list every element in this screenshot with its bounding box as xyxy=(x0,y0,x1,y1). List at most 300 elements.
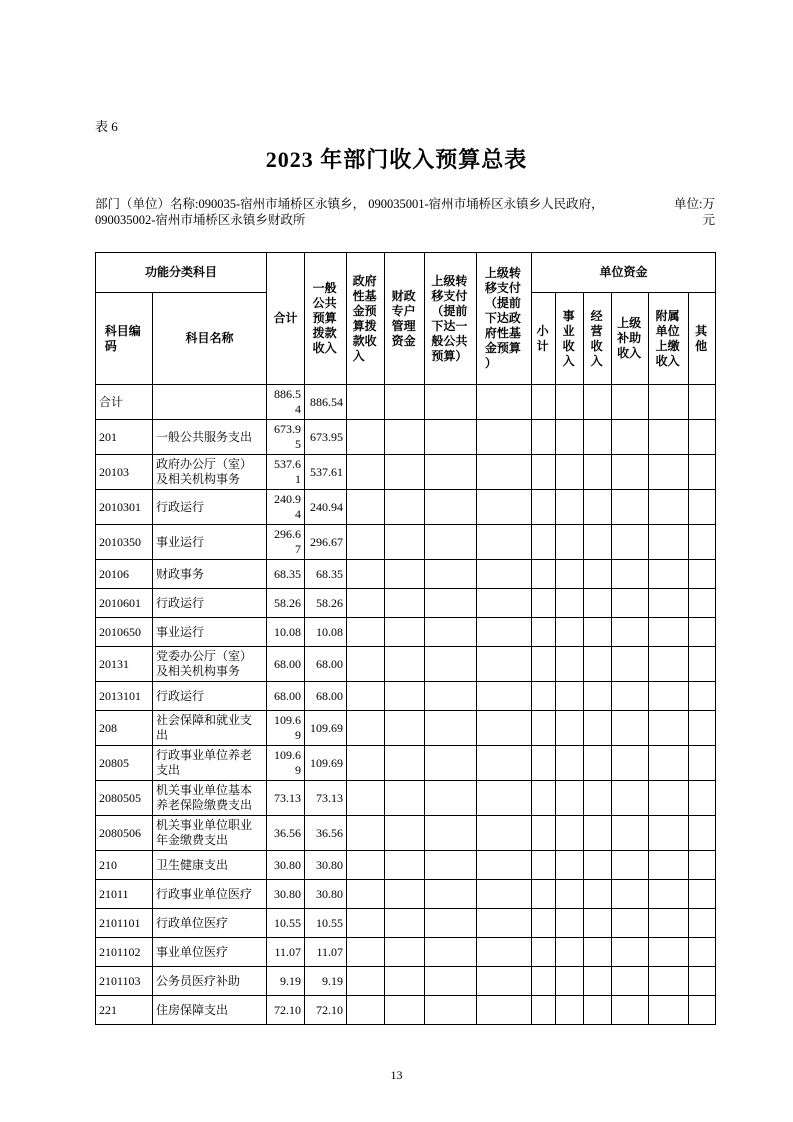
cell-code: 210 xyxy=(96,851,153,880)
cell-other xyxy=(689,880,716,909)
header-function-category: 功能分类科目 xyxy=(96,253,267,293)
meta-row xyxy=(95,196,715,229)
cell-transfer-general xyxy=(425,967,477,996)
cell-other xyxy=(689,682,716,711)
cell-code: 21011 xyxy=(96,880,153,909)
cell-affiliated-unit-income xyxy=(649,682,689,711)
cell-total: 10.55 xyxy=(267,909,305,938)
cell-superior-subsidy-income xyxy=(612,851,649,880)
cell-name: 行政运行 xyxy=(153,589,267,618)
cell-transfer-general xyxy=(425,420,477,455)
cell-fiscal-special-account xyxy=(385,746,425,781)
cell-transfer-general xyxy=(425,996,477,1025)
header-other xyxy=(689,293,716,385)
cell-affiliated-unit-income xyxy=(649,618,689,647)
cell-name: 事业运行 xyxy=(153,618,267,647)
cell-transfer-gov-fund xyxy=(477,816,532,851)
table-row xyxy=(96,420,716,455)
cell-subtotal xyxy=(532,525,556,560)
cell-total: 68.00 xyxy=(267,682,305,711)
cell-superior-subsidy-income xyxy=(612,711,649,746)
cell-code: 2101102 xyxy=(96,938,153,967)
cell-affiliated-unit-income xyxy=(649,490,689,525)
cell-business-income xyxy=(556,967,584,996)
cell-other xyxy=(689,420,716,455)
cell-fiscal-special-account xyxy=(385,909,425,938)
cell-affiliated-unit-income xyxy=(649,589,689,618)
cell-name: 行政运行 xyxy=(153,490,267,525)
table-row xyxy=(96,525,716,560)
cell-superior-subsidy-income xyxy=(612,967,649,996)
cell-superior-subsidy-income xyxy=(612,385,649,420)
cell-other xyxy=(689,851,716,880)
cell-business-income xyxy=(556,711,584,746)
cell-other xyxy=(689,560,716,589)
cell-other xyxy=(689,967,716,996)
cell-transfer-general xyxy=(425,455,477,490)
cell-other xyxy=(689,490,716,525)
cell-other xyxy=(689,525,716,560)
cell-affiliated-unit-income xyxy=(649,455,689,490)
cell-name: 行政运行 xyxy=(153,682,267,711)
cell-code: 221 xyxy=(96,996,153,1025)
cell-general-public-budget: 109.69 xyxy=(305,746,347,781)
cell-name: 行政事业单位养老支出 xyxy=(153,746,267,781)
cell-transfer-general xyxy=(425,647,477,682)
cell-code: 201 xyxy=(96,420,153,455)
cell-subtotal xyxy=(532,967,556,996)
cell-affiliated-unit-income xyxy=(649,781,689,816)
cell-other xyxy=(689,647,716,682)
cell-superior-subsidy-income xyxy=(612,647,649,682)
cell-gov-fund-budget xyxy=(347,618,385,647)
cell-fiscal-special-account xyxy=(385,525,425,560)
table-row xyxy=(96,816,716,851)
table-row xyxy=(96,967,716,996)
cell-code: 2010350 xyxy=(96,525,153,560)
cell-name: 财政事务 xyxy=(153,560,267,589)
cell-business-income xyxy=(556,420,584,455)
cell-business-income xyxy=(556,589,584,618)
table-row xyxy=(96,490,716,525)
cell-total: 30.80 xyxy=(267,880,305,909)
cell-other xyxy=(689,455,716,490)
cell-general-public-budget: 58.26 xyxy=(305,589,347,618)
cell-transfer-general xyxy=(425,851,477,880)
cell-gov-fund-budget xyxy=(347,938,385,967)
cell-superior-subsidy-income xyxy=(612,490,649,525)
cell-transfer-general xyxy=(425,589,477,618)
cell-transfer-gov-fund xyxy=(477,967,532,996)
cell-gov-fund-budget xyxy=(347,746,385,781)
cell-transfer-gov-fund xyxy=(477,560,532,589)
cell-general-public-budget: 9.19 xyxy=(305,967,347,996)
header-subtotal-label: 小计 xyxy=(536,323,549,353)
cell-other xyxy=(689,909,716,938)
cell-general-public-budget: 673.95 xyxy=(305,420,347,455)
cell-gov-fund-budget xyxy=(347,682,385,711)
cell-name: 住房保障支出 xyxy=(153,996,267,1025)
cell-transfer-gov-fund xyxy=(477,711,532,746)
cell-code: 2010601 xyxy=(96,589,153,618)
header-business-income xyxy=(556,293,584,385)
cell-other xyxy=(689,781,716,816)
cell-gov-fund-budget xyxy=(347,560,385,589)
cell-general-public-budget: 72.10 xyxy=(305,996,347,1025)
cell-general-public-budget: 36.56 xyxy=(305,816,347,851)
cell-transfer-gov-fund xyxy=(477,647,532,682)
cell-subtotal xyxy=(532,589,556,618)
cell-other xyxy=(689,996,716,1025)
cell-total: 109.69 xyxy=(267,746,305,781)
cell-fiscal-special-account xyxy=(385,618,425,647)
cell-affiliated-unit-income xyxy=(649,711,689,746)
cell-business-income xyxy=(556,746,584,781)
cell-general-public-budget: 109.69 xyxy=(305,711,347,746)
cell-operating-income xyxy=(584,560,612,589)
header-gov-fund-budget-label: 政府性基金预算拨款收入 xyxy=(352,273,377,363)
header-transfer-general-label: 上级转移支付（提前下达一般公共预算） xyxy=(431,273,468,363)
header-general-public-budget xyxy=(305,253,347,385)
cell-transfer-gov-fund xyxy=(477,589,532,618)
cell-operating-income xyxy=(584,938,612,967)
cell-total: 109.69 xyxy=(267,711,305,746)
header-other-label: 其他 xyxy=(695,323,708,353)
cell-business-income xyxy=(556,682,584,711)
cell-superior-subsidy-income xyxy=(612,455,649,490)
cell-subtotal xyxy=(532,647,556,682)
header-transfer-gov-fund xyxy=(477,253,532,385)
cell-total: 537.61 xyxy=(267,455,305,490)
cell-business-income xyxy=(556,618,584,647)
cell-subtotal xyxy=(532,711,556,746)
cell-operating-income xyxy=(584,618,612,647)
cell-transfer-general xyxy=(425,781,477,816)
cell-operating-income xyxy=(584,967,612,996)
header-affiliated-unit-income xyxy=(649,293,689,385)
header-superior-subsidy-income xyxy=(612,293,649,385)
cell-superior-subsidy-income xyxy=(612,560,649,589)
cell-fiscal-special-account xyxy=(385,816,425,851)
header-subject-code-label: 科目编码 xyxy=(104,323,141,353)
cell-gov-fund-budget xyxy=(347,816,385,851)
cell-business-income xyxy=(556,781,584,816)
cell-general-public-budget: 10.55 xyxy=(305,909,347,938)
header-subtotal xyxy=(532,293,556,385)
cell-affiliated-unit-income xyxy=(649,909,689,938)
cell-affiliated-unit-income xyxy=(649,996,689,1025)
cell-code: 2101101 xyxy=(96,909,153,938)
cell-general-public-budget: 30.80 xyxy=(305,851,347,880)
cell-gov-fund-budget xyxy=(347,420,385,455)
cell-transfer-general xyxy=(425,909,477,938)
cell-other xyxy=(689,711,716,746)
cell-fiscal-special-account xyxy=(385,996,425,1025)
cell-gov-fund-budget xyxy=(347,967,385,996)
cell-other xyxy=(689,746,716,781)
cell-subtotal xyxy=(532,938,556,967)
cell-gov-fund-budget xyxy=(347,996,385,1025)
cell-operating-income xyxy=(584,816,612,851)
cell-fiscal-special-account xyxy=(385,711,425,746)
cell-name: 事业运行 xyxy=(153,525,267,560)
cell-general-public-budget: 11.07 xyxy=(305,938,347,967)
cell-gov-fund-budget xyxy=(347,385,385,420)
cell-superior-subsidy-income xyxy=(612,781,649,816)
header-gov-fund-budget xyxy=(347,253,385,385)
cell-code: 2010650 xyxy=(96,618,153,647)
table-row xyxy=(96,938,716,967)
table-row xyxy=(96,996,716,1025)
cell-transfer-general xyxy=(425,560,477,589)
header-superior-subsidy-income-label: 上级补助收入 xyxy=(617,316,642,360)
cell-fiscal-special-account xyxy=(385,851,425,880)
cell-business-income xyxy=(556,851,584,880)
cell-code: 2010301 xyxy=(96,490,153,525)
cell-code: 20106 xyxy=(96,560,153,589)
header-operating-income-label: 经营收入 xyxy=(590,308,603,368)
cell-business-income xyxy=(556,909,584,938)
header-subject-code xyxy=(96,293,153,385)
cell-name: 一般公共服务支出 xyxy=(153,420,267,455)
cell-general-public-budget: 68.00 xyxy=(305,647,347,682)
table-body xyxy=(96,385,716,1025)
header-total: 合计 xyxy=(267,253,305,385)
cell-operating-income xyxy=(584,420,612,455)
cell-superior-subsidy-income xyxy=(612,938,649,967)
cell-fiscal-special-account xyxy=(385,455,425,490)
cell-transfer-gov-fund xyxy=(477,880,532,909)
cell-transfer-general xyxy=(425,385,477,420)
cell-operating-income xyxy=(584,880,612,909)
cell-affiliated-unit-income xyxy=(649,880,689,909)
header-general-public-budget-label: 一般公共预算拨款收入 xyxy=(312,281,337,355)
cell-code: 合计 xyxy=(96,385,153,420)
table-row xyxy=(96,618,716,647)
cell-total: 296.67 xyxy=(267,525,305,560)
cell-subtotal xyxy=(532,385,556,420)
cell-gov-fund-budget xyxy=(347,589,385,618)
cell-code: 20131 xyxy=(96,647,153,682)
cell-subtotal xyxy=(532,618,556,647)
cell-business-income xyxy=(556,525,584,560)
cell-operating-income xyxy=(584,455,612,490)
header-transfer-gov-fund-label: 上级转移支付（提前下达政府性基金预算） xyxy=(484,266,521,370)
cell-gov-fund-budget xyxy=(347,851,385,880)
cell-name: 事业单位医疗 xyxy=(153,938,267,967)
cell-code: 2101103 xyxy=(96,967,153,996)
cell-name: 政府办公厅（室）及相关机构事务 xyxy=(153,455,267,490)
header-operating-income xyxy=(584,293,612,385)
table-row xyxy=(96,909,716,938)
cell-code: 208 xyxy=(96,711,153,746)
cell-fiscal-special-account xyxy=(385,880,425,909)
cell-total: 673.95 xyxy=(267,420,305,455)
cell-business-income xyxy=(556,938,584,967)
cell-business-income xyxy=(556,455,584,490)
cell-name: 机关事业单位基本养老保险缴费支出 xyxy=(153,781,267,816)
header-unit-funds: 单位资金 xyxy=(532,253,716,293)
table-row xyxy=(96,385,716,420)
cell-general-public-budget: 68.35 xyxy=(305,560,347,589)
cell-general-public-budget: 296.67 xyxy=(305,525,347,560)
cell-transfer-gov-fund xyxy=(477,682,532,711)
cell-general-public-budget: 886.54 xyxy=(305,385,347,420)
cell-transfer-general xyxy=(425,816,477,851)
cell-other xyxy=(689,618,716,647)
cell-other xyxy=(689,816,716,851)
table-row xyxy=(96,746,716,781)
cell-subtotal xyxy=(532,851,556,880)
cell-name: 机关事业单位职业年金缴费支出 xyxy=(153,816,267,851)
cell-superior-subsidy-income xyxy=(612,525,649,560)
cell-transfer-general xyxy=(425,490,477,525)
cell-name: 行政事业单位医疗 xyxy=(153,880,267,909)
header-fiscal-special-account-label: 财政专户管理资金 xyxy=(391,288,416,348)
cell-gov-fund-budget xyxy=(347,647,385,682)
cell-name: 党委办公厅（室）及相关机构事务 xyxy=(153,647,267,682)
cell-code: 20805 xyxy=(96,746,153,781)
cell-fiscal-special-account xyxy=(385,589,425,618)
cell-transfer-gov-fund xyxy=(477,455,532,490)
cell-operating-income xyxy=(584,490,612,525)
cell-transfer-gov-fund xyxy=(477,996,532,1025)
cell-total: 240.94 xyxy=(267,490,305,525)
cell-transfer-gov-fund xyxy=(477,938,532,967)
cell-subtotal xyxy=(532,490,556,525)
cell-affiliated-unit-income xyxy=(649,851,689,880)
cell-fiscal-special-account xyxy=(385,938,425,967)
cell-affiliated-unit-income xyxy=(649,816,689,851)
cell-superior-subsidy-income xyxy=(612,420,649,455)
cell-subtotal xyxy=(532,909,556,938)
cell-affiliated-unit-income xyxy=(649,647,689,682)
cell-subtotal xyxy=(532,455,556,490)
table-row xyxy=(96,781,716,816)
cell-transfer-general xyxy=(425,525,477,560)
cell-subtotal xyxy=(532,746,556,781)
cell-operating-income xyxy=(584,851,612,880)
cell-business-income xyxy=(556,560,584,589)
cell-other xyxy=(689,385,716,420)
cell-fiscal-special-account xyxy=(385,420,425,455)
cell-affiliated-unit-income xyxy=(649,560,689,589)
cell-general-public-budget: 73.13 xyxy=(305,781,347,816)
cell-transfer-general xyxy=(425,938,477,967)
cell-code: 20103 xyxy=(96,455,153,490)
cell-transfer-general xyxy=(425,682,477,711)
cell-transfer-gov-fund xyxy=(477,746,532,781)
cell-gov-fund-budget xyxy=(347,490,385,525)
table-row xyxy=(96,455,716,490)
table-row xyxy=(96,880,716,909)
cell-total: 9.19 xyxy=(267,967,305,996)
cell-affiliated-unit-income xyxy=(649,746,689,781)
page-number: 13 xyxy=(390,1068,403,1082)
cell-fiscal-special-account xyxy=(385,967,425,996)
cell-name: 公务员医疗补助 xyxy=(153,967,267,996)
cell-superior-subsidy-income xyxy=(612,880,649,909)
cell-operating-income xyxy=(584,909,612,938)
cell-name: 行政单位医疗 xyxy=(153,909,267,938)
cell-subtotal xyxy=(532,420,556,455)
budget-table xyxy=(95,252,716,1025)
cell-business-income xyxy=(556,647,584,682)
table-number-label: 表 6 xyxy=(95,119,118,134)
cell-superior-subsidy-income xyxy=(612,816,649,851)
cell-business-income xyxy=(556,816,584,851)
cell-superior-subsidy-income xyxy=(612,589,649,618)
cell-total: 11.07 xyxy=(267,938,305,967)
cell-superior-subsidy-income xyxy=(612,682,649,711)
cell-code: 2013101 xyxy=(96,682,153,711)
cell-total: 36.56 xyxy=(267,816,305,851)
cell-fiscal-special-account xyxy=(385,560,425,589)
cell-affiliated-unit-income xyxy=(649,385,689,420)
cell-gov-fund-budget xyxy=(347,455,385,490)
cell-transfer-gov-fund xyxy=(477,851,532,880)
cell-operating-income xyxy=(584,385,612,420)
cell-operating-income xyxy=(584,525,612,560)
cell-fiscal-special-account xyxy=(385,647,425,682)
unit-label: 单位:万元 xyxy=(674,197,715,228)
cell-affiliated-unit-income xyxy=(649,938,689,967)
cell-operating-income xyxy=(584,746,612,781)
cell-transfer-gov-fund xyxy=(477,781,532,816)
cell-subtotal xyxy=(532,996,556,1025)
cell-superior-subsidy-income xyxy=(612,909,649,938)
cell-code: 2080505 xyxy=(96,781,153,816)
cell-transfer-general xyxy=(425,746,477,781)
cell-other xyxy=(689,589,716,618)
cell-transfer-general xyxy=(425,711,477,746)
cell-total: 72.10 xyxy=(267,996,305,1025)
cell-fiscal-special-account xyxy=(385,781,425,816)
cell-fiscal-special-account xyxy=(385,490,425,525)
cell-operating-income xyxy=(584,711,612,746)
table-row xyxy=(96,647,716,682)
cell-transfer-gov-fund xyxy=(477,385,532,420)
cell-subtotal xyxy=(532,880,556,909)
cell-transfer-gov-fund xyxy=(477,618,532,647)
cell-name: 社会保障和就业支出 xyxy=(153,711,267,746)
table-row xyxy=(96,589,716,618)
cell-total: 73.13 xyxy=(267,781,305,816)
cell-superior-subsidy-income xyxy=(612,746,649,781)
cell-transfer-general xyxy=(425,880,477,909)
cell-affiliated-unit-income xyxy=(649,420,689,455)
cell-business-income xyxy=(556,880,584,909)
cell-affiliated-unit-income xyxy=(649,967,689,996)
cell-general-public-budget: 68.00 xyxy=(305,682,347,711)
cell-total: 30.80 xyxy=(267,851,305,880)
cell-operating-income xyxy=(584,589,612,618)
cell-business-income xyxy=(556,490,584,525)
cell-operating-income xyxy=(584,682,612,711)
cell-total: 10.08 xyxy=(267,618,305,647)
table-header xyxy=(96,253,716,385)
department-name-line: 部门（单位）名称:090035-宿州市埇桥区永镇乡， 090035001-宿州市埇桥区永镇乡人民政府， 090035002-宿州市埇桥区永镇乡财政所 xyxy=(95,197,604,228)
header-transfer-general xyxy=(425,253,477,385)
cell-total: 886.54 xyxy=(267,385,305,420)
cell-transfer-gov-fund xyxy=(477,525,532,560)
cell-superior-subsidy-income xyxy=(612,618,649,647)
cell-business-income xyxy=(556,996,584,1025)
cell-name: 卫生健康支出 xyxy=(153,851,267,880)
cell-fiscal-special-account xyxy=(385,385,425,420)
table-row xyxy=(96,560,716,589)
cell-code: 2080506 xyxy=(96,816,153,851)
